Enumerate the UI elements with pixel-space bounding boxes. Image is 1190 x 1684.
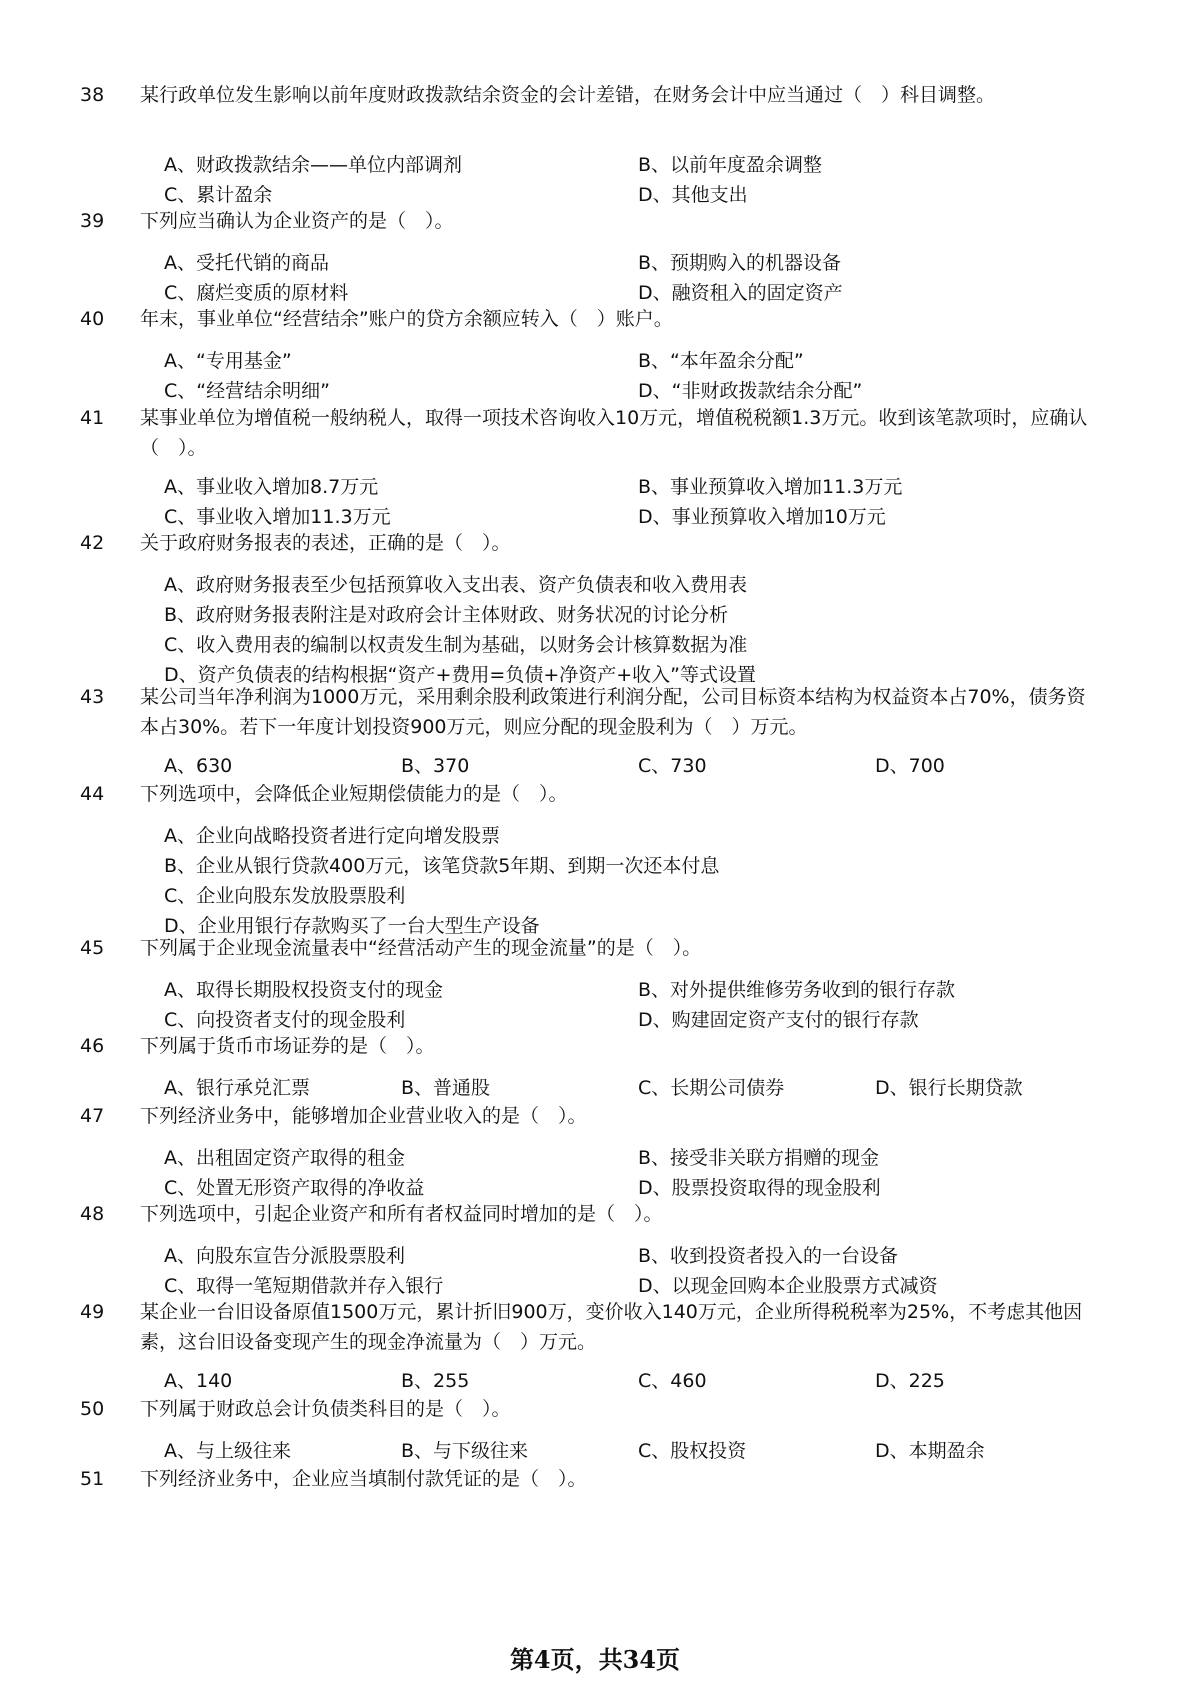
question-stem: 下列选项中，引起企业资产和所有者权益同时增加的是（ ）。 [140, 1203, 663, 1225]
option-d: D、融资租入的固定资产 [638, 282, 843, 304]
option-d: D、银行长期贷款 [875, 1077, 1023, 1099]
page-footer: 第4页，共34页 [509, 1645, 681, 1674]
option-b: B、对外提供维修劳务收到的银行存款 [638, 979, 956, 1001]
options-43 [164, 751, 1104, 781]
option-d: D、资产负债表的结构根据“资产+费用=负债+净资产+收入”等式设置 [164, 664, 756, 686]
option-c: C、取得一笔短期借款并存入银行 [164, 1275, 444, 1297]
option-d: D、其他支出 [638, 184, 748, 206]
option-b: B、预期购入的机器设备 [638, 252, 842, 274]
options-38 [164, 150, 1104, 210]
option-c: C、处置无形资产取得的净收益 [164, 1177, 425, 1199]
option-b: B、收到投资者投入的一台设备 [638, 1245, 899, 1267]
question-49 [80, 1297, 1110, 1357]
question-47 [80, 1101, 1110, 1131]
options-41 [164, 472, 1104, 532]
question-stem: 下列应当确认为企业资产的是（ ）。 [140, 210, 454, 232]
question-39 [80, 206, 1110, 236]
question-number: 46 [80, 1035, 105, 1057]
option-d: D、企业用银行存款购买了一台大型生产设备 [164, 915, 540, 937]
question-42 [80, 528, 1110, 558]
option-c: C、收入费用表的编制以权责发生制为基础，以财务会计核算数据为准 [164, 634, 748, 656]
option-a: A、与上级往来 [164, 1440, 291, 1462]
question-stem: 下列属于财政总会计负债类科目的是（ ）。 [140, 1398, 511, 1420]
question-number: 42 [80, 532, 105, 554]
question-stem: 关于政府财务报表的表述，正确的是（ ）。 [140, 532, 511, 554]
option-a: A、140 [164, 1370, 233, 1392]
question-number: 50 [80, 1398, 105, 1420]
option-d: D、股票投资取得的现金股利 [638, 1177, 881, 1199]
options-39 [164, 248, 1104, 308]
question-stem: 某行政单位发生影响以前年度财政拨款结余资金的会计差错，在财务会计中应当通过（ ）科目调整。 [140, 84, 996, 106]
options-45 [164, 975, 1104, 1035]
options-46 [164, 1073, 1104, 1103]
question-number: 47 [80, 1105, 105, 1127]
option-c: C、股权投资 [638, 1440, 747, 1462]
option-b: B、与下级往来 [401, 1440, 529, 1462]
option-d: D、700 [875, 755, 945, 777]
option-b: B、“本年盈余分配” [638, 350, 804, 372]
option-c: C、累计盈余 [164, 184, 273, 206]
question-number: 41 [80, 407, 105, 429]
question-45 [80, 933, 1110, 963]
options-44 [164, 821, 1104, 941]
question-number: 48 [80, 1203, 105, 1225]
option-a: A、向股东宣告分派股票股利 [164, 1245, 405, 1267]
option-a: A、受托代销的商品 [164, 252, 329, 274]
option-d: D、225 [875, 1370, 945, 1392]
question-40 [80, 304, 1110, 334]
option-d: D、购建固定资产支付的银行存款 [638, 1009, 919, 1031]
question-46 [80, 1031, 1110, 1061]
option-b: B、企业从银行贷款400万元，该笔贷款5年期、到期一次还本付息 [164, 855, 720, 877]
option-a: A、银行承兑汇票 [164, 1077, 310, 1099]
option-b: B、以前年度盈余调整 [638, 154, 823, 176]
option-b: B、事业预算收入增加11.3万元 [638, 476, 903, 498]
option-c: C、腐烂变质的原材料 [164, 282, 349, 304]
option-a: A、“专用基金” [164, 350, 292, 372]
option-a: A、取得长期股权投资支付的现金 [164, 979, 443, 1001]
question-stem: 年末，事业单位“经营结余”账户的贷方余额应转入（ ）账户。 [140, 308, 673, 330]
question-44 [80, 779, 1110, 809]
option-c: C、事业收入增加11.3万元 [164, 506, 391, 528]
question-stem: 下列属于企业现金流量表中“经营活动产生的现金流量”的是（ ）。 [140, 937, 702, 959]
options-42 [164, 570, 1104, 690]
option-c: C、长期公司债券 [638, 1077, 785, 1099]
question-number: 44 [80, 783, 105, 805]
question-41 [80, 403, 1110, 463]
question-number: 38 [80, 84, 105, 106]
option-a: A、事业收入增加8.7万元 [164, 476, 379, 498]
question-number: 45 [80, 937, 105, 959]
options-40 [164, 346, 1104, 406]
question-48 [80, 1199, 1110, 1229]
option-b: B、255 [401, 1370, 470, 1392]
question-stem: 下列选项中，会降低企业短期偿债能力的是（ ）。 [140, 783, 568, 805]
question-51 [80, 1464, 1110, 1494]
option-d: D、“非财政拨款结余分配” [638, 380, 863, 402]
option-a: A、政府财务报表至少包括预算收入支出表、资产负债表和收入费用表 [164, 574, 747, 596]
question-number: 40 [80, 308, 105, 330]
option-c: C、730 [638, 755, 707, 777]
question-50 [80, 1394, 1110, 1424]
options-48 [164, 1241, 1104, 1301]
question-stem: 某企业一台旧设备原值1500万元，累计折旧900万，变价收入140万元，企业所得税税率为25%，不考虑其他因素，这台旧设备变现产生的现金净流量为（ ）万元。 [140, 1301, 1083, 1353]
option-c: C、460 [638, 1370, 707, 1392]
question-stem: 下列属于货币市场证券的是（ ）。 [140, 1035, 435, 1057]
option-b: B、普通股 [401, 1077, 491, 1099]
option-a: A、企业向战略投资者进行定向增发股票 [164, 825, 500, 847]
option-b: B、政府财务报表附注是对政府会计主体财政、财务状况的讨论分析 [164, 604, 729, 626]
option-b: B、接受非关联方捐赠的现金 [638, 1147, 880, 1169]
option-c: C、向投资者支付的现金股利 [164, 1009, 406, 1031]
question-number: 49 [80, 1301, 105, 1323]
question-stem: 某事业单位为增值税一般纳税人，取得一项技术咨询收入10万元，增值税税额1.3万元。收到该笔款项时，应确认（ ）。 [140, 407, 1088, 459]
option-d: D、事业预算收入增加10万元 [638, 506, 886, 528]
question-number: 51 [80, 1468, 105, 1490]
question-38 [80, 80, 1110, 110]
option-c: C、“经营结余明细” [164, 380, 330, 402]
question-stem: 下列经济业务中，能够增加企业营业收入的是（ ）。 [140, 1105, 587, 1127]
options-49 [164, 1366, 1104, 1396]
question-stem: 某公司当年净利润为1000万元，采用剩余股利政策进行利润分配，公司目标资本结构为权益资本占70%，债务资本占30%。若下一年度计划投资900万元，则应分配的现金股利为（ ）万元。 [140, 686, 1086, 738]
question-number: 43 [80, 686, 105, 708]
question-number: 39 [80, 210, 105, 232]
options-50 [164, 1436, 1104, 1466]
question-43 [80, 682, 1110, 742]
options-47 [164, 1143, 1104, 1203]
option-a: A、出租固定资产取得的租金 [164, 1147, 405, 1169]
question-stem: 下列经济业务中，企业应当填制付款凭证的是（ ）。 [140, 1468, 587, 1490]
option-b: B、370 [401, 755, 470, 777]
option-a: A、财政拨款结余——单位内部调剂 [164, 154, 462, 176]
option-c: C、企业向股东发放股票股利 [164, 885, 406, 907]
option-d: D、本期盈余 [875, 1440, 985, 1462]
option-a: A、630 [164, 755, 233, 777]
option-d: D、以现金回购本企业股票方式减资 [638, 1275, 938, 1297]
